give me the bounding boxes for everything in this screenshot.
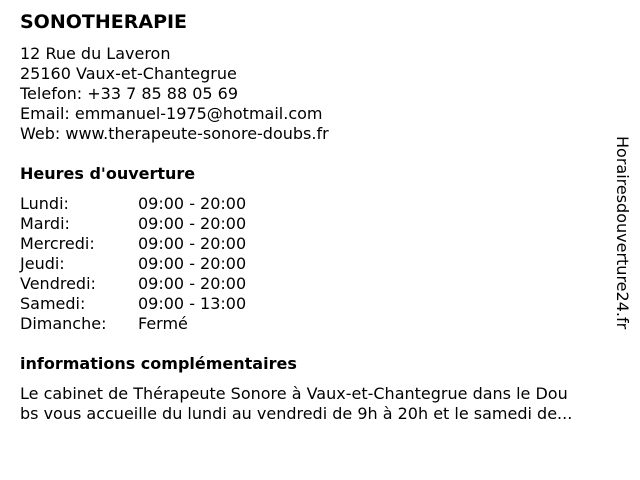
day-label: Lundi: (20, 194, 69, 213)
hours-row-sunday (20, 314, 246, 334)
opening-hours-list (20, 194, 246, 334)
hours-heading: Heures d'ouverture (20, 164, 196, 183)
day-label: Mardi: (20, 214, 70, 233)
day-time: 09:00 - 20:00 (138, 234, 247, 253)
day-time: 09:00 - 20:00 (138, 274, 247, 293)
site-watermark: Horairesdouverture24.fr (613, 136, 632, 330)
hours-row-monday (20, 194, 246, 214)
day-time: 09:00 - 20:00 (138, 194, 247, 213)
day-time: Fermé (138, 314, 188, 333)
info-heading: informations complémentaires (20, 354, 297, 373)
hours-row-wednesday (20, 234, 246, 254)
day-time: 09:00 - 13:00 (138, 294, 247, 313)
day-label: Jeudi: (20, 254, 65, 273)
info-line: Le cabinet de Thérapeute Sonore à Vaux-et-Chantegrue dans le Dou (20, 384, 568, 403)
website: Web: www.therapeute-sonore-doubs.fr (20, 124, 329, 143)
hours-row-friday (20, 274, 246, 294)
info-description (20, 384, 625, 424)
hours-row-saturday (20, 294, 246, 314)
day-label: Samedi: (20, 294, 86, 313)
phone-number: Telefon: +33 7 85 88 05 69 (20, 84, 239, 103)
hours-row-tuesday (20, 214, 246, 234)
day-label: Mercredi: (20, 234, 95, 253)
hours-row-thursday (20, 254, 246, 274)
street-address: 12 Rue du Laveron (20, 44, 171, 63)
day-time: 09:00 - 20:00 (138, 254, 247, 273)
day-label: Dimanche: (20, 314, 107, 333)
day-time: 09:00 - 20:00 (138, 214, 247, 233)
city-address: 25160 Vaux-et-Chantegrue (20, 64, 237, 83)
business-name: SONOTHERAPIE (20, 11, 188, 33)
email-address: Email: emmanuel-1975@hotmail.com (20, 104, 323, 123)
day-label: Vendredi: (20, 274, 96, 293)
info-line: bs vous accueille du lundi au vendredi de 9h à 20h et le samedi de... (20, 404, 573, 423)
contact-details (20, 44, 329, 144)
